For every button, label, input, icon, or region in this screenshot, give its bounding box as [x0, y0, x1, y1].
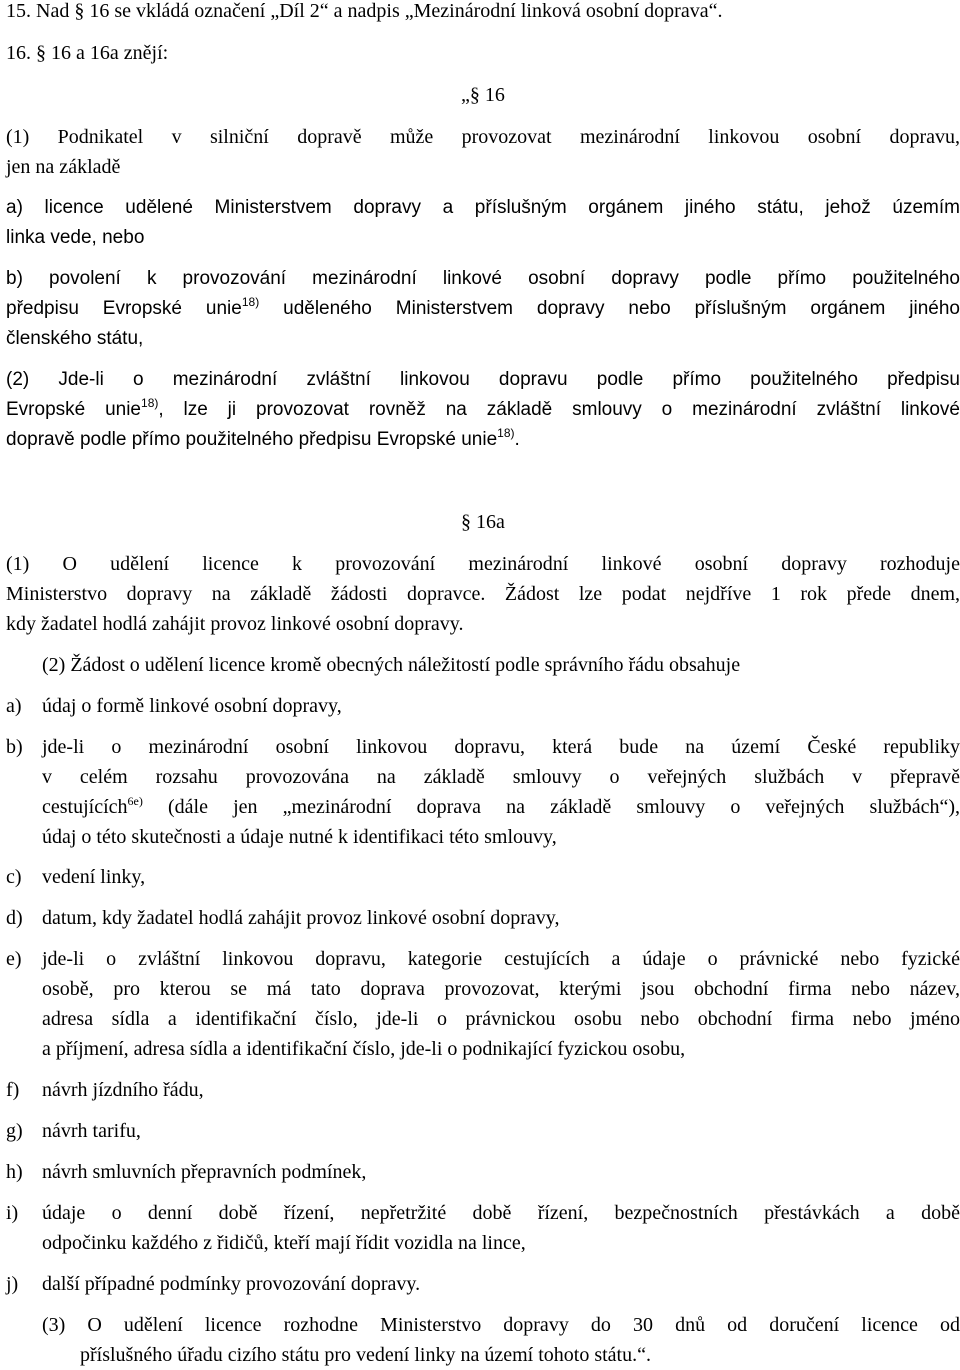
- item-h-label: h): [6, 1161, 23, 1183]
- item-b-line-2: v celém rozsahu provozována na základě smlouvy o veřejných službách v přepravě: [42, 766, 960, 788]
- item-e-line-3: adresa sídla a identifikační číslo, jde-li o právnickou osobu nebo obchodní firma nebo jméno: [42, 1008, 960, 1030]
- item-e-line-4: a příjmení, adresa sídla a identifikační číslo, jde-li o podnikající fyzickou osobu,: [42, 1038, 686, 1060]
- s16a-p3-line-2: příslušného úřadu cizího státu pro vedení linky na území tohoto státu.“.: [80, 1344, 651, 1366]
- item-e-line-2: osobě, pro kterou se má tato doprava provozovat, kterými jsou obchodní firma nebo název,: [42, 978, 960, 1000]
- section-16-title: „§ 16: [461, 84, 505, 106]
- section-16a-title: § 16a: [461, 511, 505, 533]
- s16a-p3-line-1: (3) O udělení licence rozhodne Ministerstvo dopravy do 30 dnů od doručení licence od: [42, 1314, 960, 1336]
- item-b-line-4: údaj o této skutečnosti a údaje nutné k identifikaci této smlouvy,: [42, 826, 557, 848]
- s16a-p1-line-1: (1) O udělení licence k provozování mezinárodní linkové osobní dopravy rozhoduje: [6, 553, 960, 575]
- item-i-line-1: údaje o denní době řízení, nepřetržité době řízení, bezpečnostních přestávkách a době: [42, 1202, 960, 1224]
- item-b-line-3: cestujících$^{6e)}$ (dále jen „mezinárodní doprava na základě smlouvy o veřejných službách“),: [42, 794, 960, 818]
- item-j-line-1: další případné podmínky provozování dopravy.: [42, 1273, 421, 1295]
- item-f-label: f): [6, 1079, 20, 1101]
- item-c-label: c): [6, 866, 22, 888]
- item-g-label: g): [6, 1120, 23, 1142]
- s16-item-a-line-1: a) licence udělené Ministerstvem dopravy a příslušným orgánem jiného státu, jehož územím: [6, 197, 960, 218]
- item-j-label: j): [6, 1273, 19, 1295]
- item-a-label: a): [6, 695, 22, 717]
- s16-item-a-line-2: linka vede, nebo: [6, 227, 145, 248]
- s16-p2-line-3: dopravě podle přímo použitelného předpisu Evropské unie$^{18)}$.: [6, 426, 520, 450]
- item-i-line-2: odpočinku každého z řidičů, kteří mají řídit vozidla na lince,: [42, 1232, 526, 1254]
- item-i-label: i): [6, 1202, 19, 1224]
- item-d-label: d): [6, 907, 23, 929]
- s16-p1-line-2: jen na základě: [6, 156, 121, 178]
- s16-item-b-line-2: předpisu Evropské unie$^{18)}$ uděleného Ministerstvem dopravy nebo příslušným orgánem jiného: [6, 295, 960, 319]
- item-b-label: b): [6, 736, 23, 758]
- intro-line-2: 16. § 16 a 16a znějí:: [6, 42, 169, 64]
- s16a-p2: (2) Žádost o udělení licence kromě obecných náležitostí podle správního řádu obsahuje: [42, 654, 741, 676]
- item-h-line-1: návrh smluvních přepravních podmínek,: [42, 1161, 367, 1183]
- s16-item-b-line-1: b) povolení k provozování mezinárodní linkové osobní dopravy podle přímo použitelného: [6, 268, 960, 289]
- intro-line-1: 15. Nad § 16 se vkládá označení „Díl 2“ a nadpis „Mezinárodní linková osobní doprava“.: [6, 0, 723, 22]
- item-g-line-1: návrh tarifu,: [42, 1120, 141, 1142]
- s16-p1-line-1: (1) Podnikatel v silniční dopravě může provozovat mezinárodní linkovou osobní dopravu,: [6, 126, 960, 148]
- s16-p2-line-2: Evropské unie$^{18)}$, lze ji provozovat rovněž na základě smlouvy o mezinárodní zvláštní linkové: [6, 396, 960, 420]
- item-b-line-1: jde-li o mezinárodní osobní linkovou dopravu, která bude na území České republiky: [42, 736, 960, 758]
- s16-p2-line-1: (2) Jde-li o mezinárodní zvláštní linkovou dopravu podle přímo použitelného předpisu: [6, 369, 960, 390]
- item-f-line-1: návrh jízdního řádu,: [42, 1079, 204, 1101]
- item-c-line-1: vedení linky,: [42, 866, 146, 888]
- item-a-line-1: údaj o formě linkové osobní dopravy,: [42, 695, 342, 717]
- s16a-p1-line-3: kdy žadatel hodlá zahájit provoz linkové osobní dopravy.: [6, 613, 464, 635]
- s16a-p1-line-2: Ministerstvo dopravy na základě žádosti dopravce. Žádost lze podat nejdříve 1 rok přede dnem,: [6, 583, 960, 605]
- item-e-label: e): [6, 948, 22, 970]
- s16-item-b-line-3: členského státu,: [6, 328, 144, 349]
- item-d-line-1: datum, kdy žadatel hodlá zahájit provoz linkové osobní dopravy,: [42, 907, 560, 929]
- item-e-line-1: jde-li o zvláštní linkovou dopravu, kategorie cestujících a údaje o právnické nebo fyzické: [42, 948, 960, 970]
